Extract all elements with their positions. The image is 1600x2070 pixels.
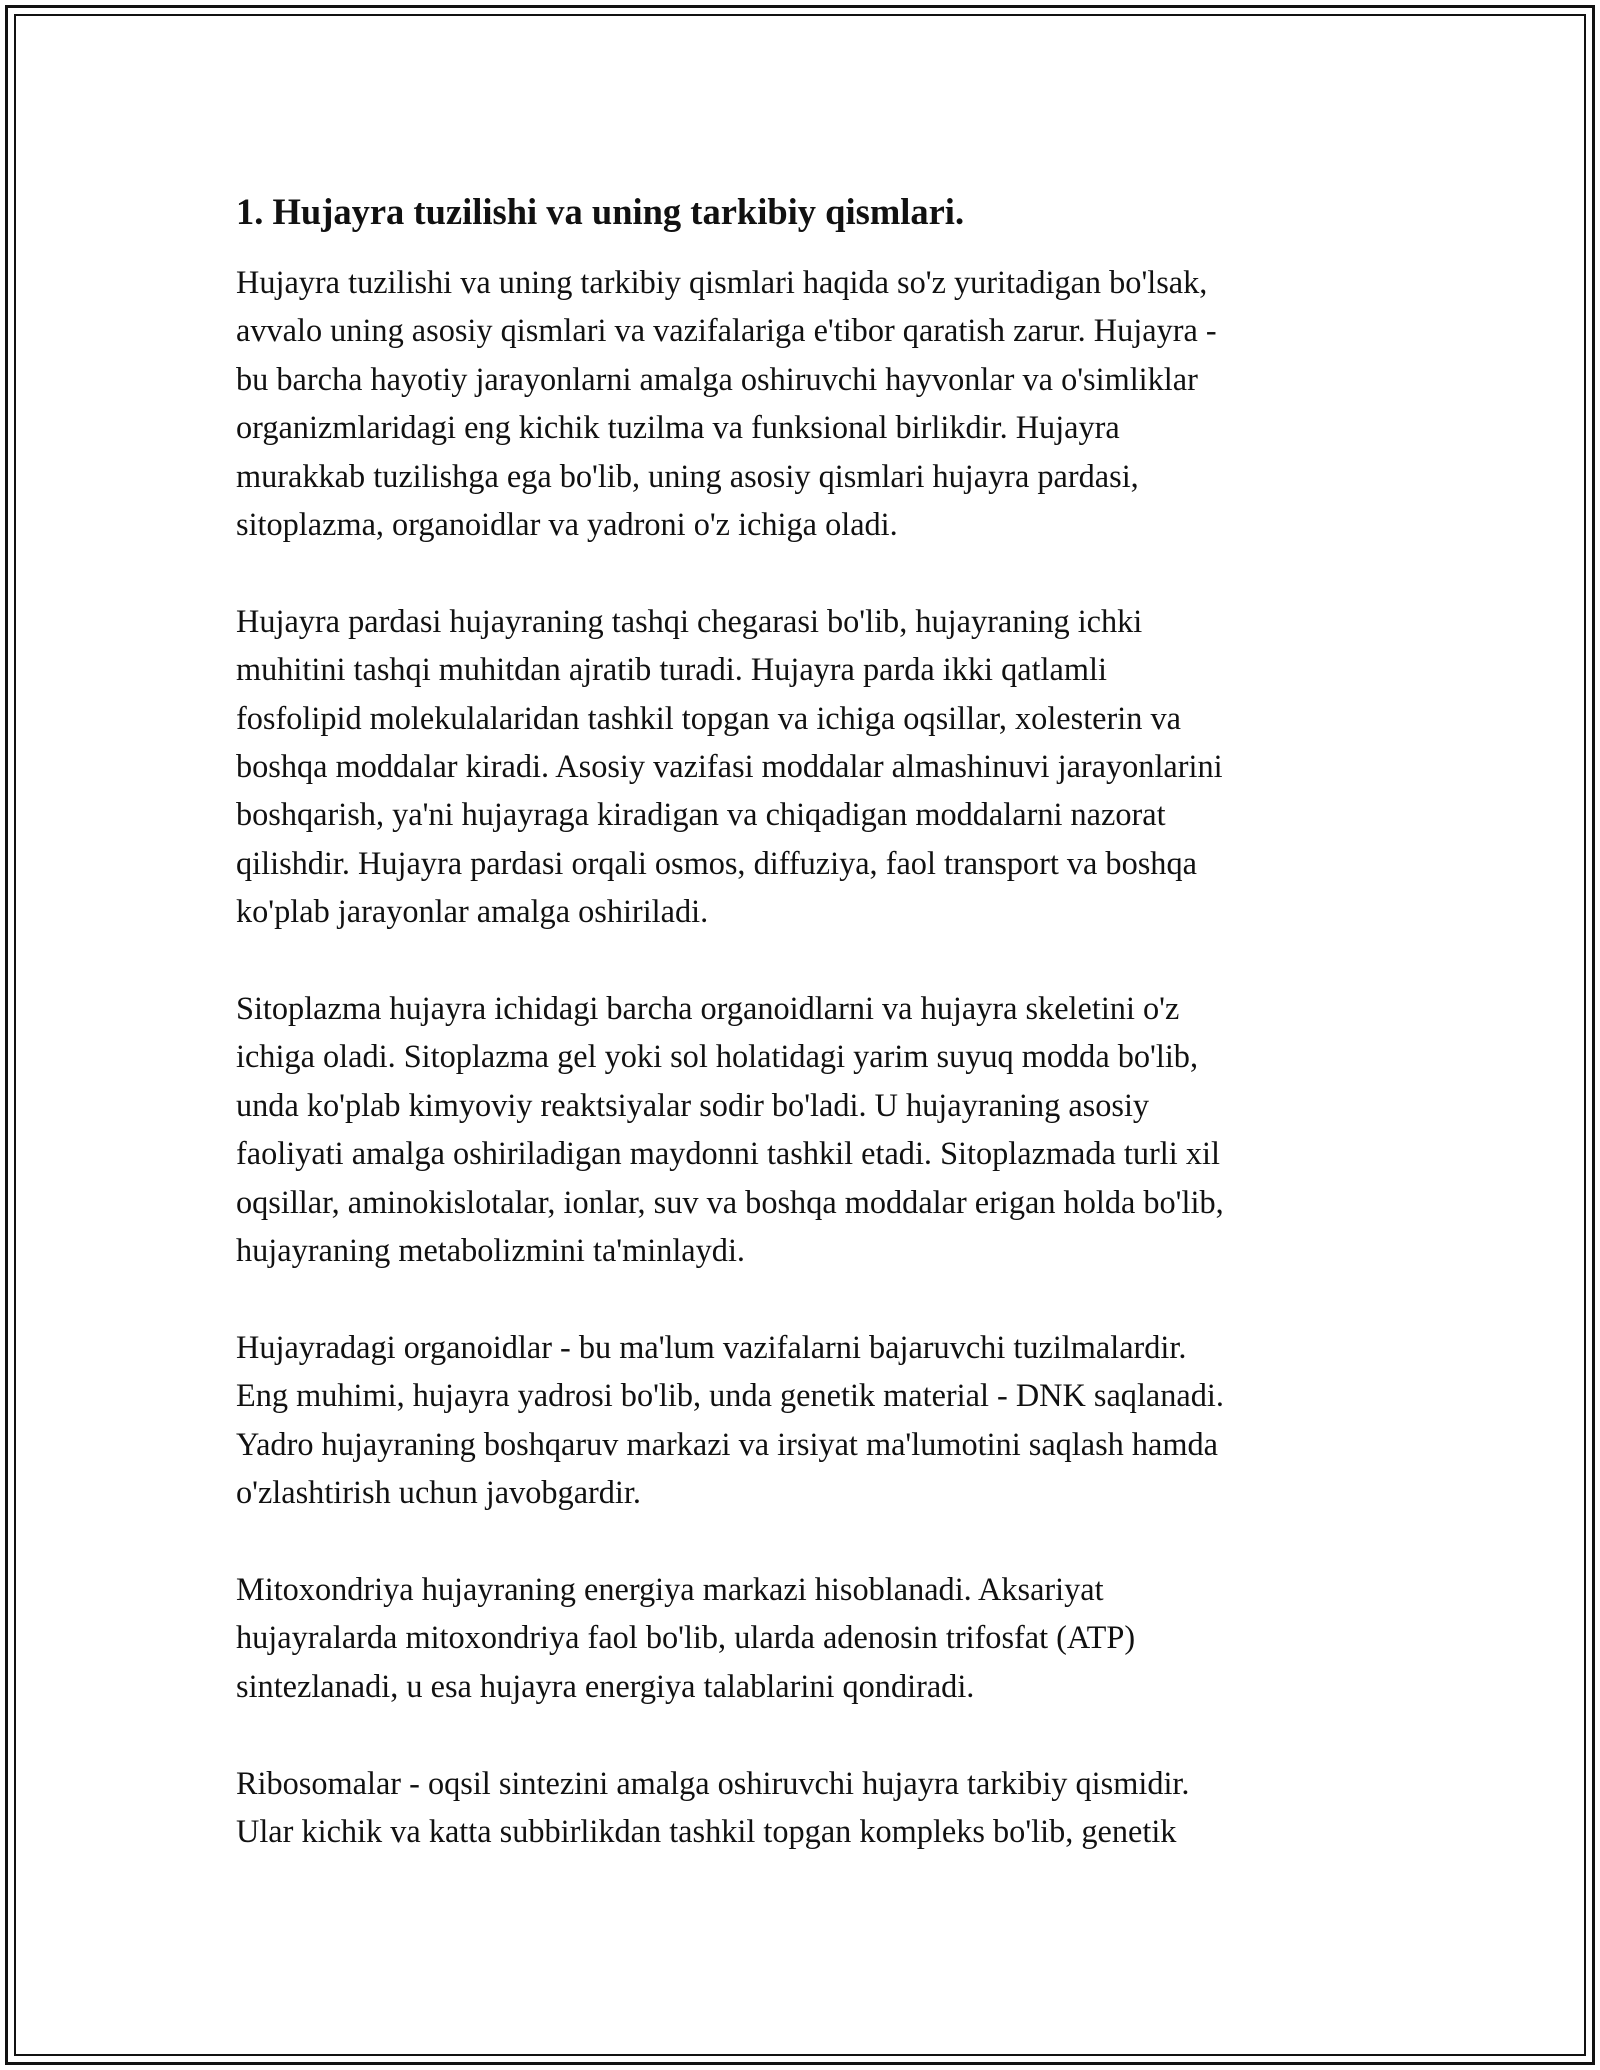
text-line: qilishdir. Hujayra pardasi orqali osmos, diffuziya, faol transport va boshqa	[236, 844, 1197, 881]
text-line: avvalo uning asosiy qismlari va vazifalariga e'tibor qaratish zarur. Hujayra -	[236, 312, 1217, 349]
text-line: o'zlashtirish uchun javobgardir.	[236, 1474, 641, 1511]
text-line: Hujayra pardasi hujayraning tashqi chegarasi bo'lib, hujayraning ichki	[236, 602, 1143, 639]
text-line: Eng muhimi, hujayra yadrosi bo'lib, unda genetik material - DNK saqlanadi.	[236, 1377, 1224, 1414]
text-line: oqsillar, aminokislotalar, ionlar, suv va boshqa moddalar erigan holda bo'lib,	[236, 1183, 1224, 1220]
text-line: Mitoxondriya hujayraning energiya markazi hisoblanadi. Aksariyat	[236, 1570, 1104, 1607]
text-line: ichiga oladi. Sitoplazma gel yoki sol holatidagi yarim suyuq modda bo'lib,	[236, 1038, 1199, 1075]
text-line: Hujayra tuzilishi va uning tarkibiy qismlari haqida so'z yuritadigan bo'lsak,	[236, 264, 1208, 300]
paragraph-sitoplazma	[236, 984, 1376, 1274]
text-line: Yadro hujayraning boshqaruv markazi va irsiyat ma'lumotini saqlash hamda	[236, 1425, 1218, 1462]
paragraph-ribosomalar	[236, 1759, 1376, 1856]
text-line: hujayralarda mitoxondriya faol bo'lib, ularda adenosin trifosfat (ATP)	[236, 1619, 1136, 1656]
text-line: fosfolipid molekulalaridan tashkil topgan va ichiga oqsillar, xolesterin va	[236, 699, 1181, 736]
text-line: Ribosomalar - oqsil sintezini amalga oshiruvchi hujayra tarkibiy qismidir.	[236, 1764, 1190, 1801]
text-line: Hujayradagi organoidlar - bu ma'lum vazifalarni bajaruvchi tuzilmalardir.	[236, 1328, 1187, 1365]
text-line: muhitini tashqi muhitdan ajratib turadi. Hujayra parda ikki qatlamli	[236, 651, 1107, 688]
text-line: Sitoplazma hujayra ichidagi barcha organoidlarni va hujayra skeletini o'z	[236, 990, 1180, 1027]
paragraph-hujayra-intro	[236, 258, 1376, 548]
text-line: sintezlanadi, u esa hujayra energiya talablarini qondiradi.	[236, 1667, 975, 1704]
text-line: sitoplazma, organoidlar va yadroni o'z ichiga oladi.	[236, 506, 898, 543]
text-line: faoliyati amalga oshiriladigan maydonni tashkil etadi. Sitoplazmada turli xil	[236, 1135, 1220, 1172]
text-line: Ular kichik va katta subbirlikdan tashkil topgan kompleks bo'lib, genetik	[236, 1812, 1177, 1849]
text-line: organizmlaridagi eng kichik tuzilma va funksional birlikdir. Hujayra	[236, 409, 1120, 446]
paragraph-organoidlar	[236, 1323, 1376, 1517]
document-body	[236, 188, 1376, 1904]
paragraph-hujayra-pardasi	[236, 597, 1376, 936]
text-line: murakkab tuzilishga ega bo'lib, uning asosiy qismlari hujayra pardasi,	[236, 457, 1139, 494]
text-line: unda ko'plab kimyoviy reaktsiyalar sodir bo'ladi. U hujayraning asosiy	[236, 1086, 1150, 1123]
text-line: bu barcha hayotiy jarayonlarni amalga oshiruvchi hayvonlar va o'simliklar	[236, 360, 1198, 397]
text-line: hujayraning metabolizmini ta'minlaydi.	[236, 1232, 745, 1269]
text-line: ko'plab jarayonlar amalga oshiriladi.	[236, 893, 709, 930]
paragraph-mitoxondriya	[236, 1565, 1376, 1710]
text-line: boshqa moddalar kiradi. Asosiy vazifasi moddalar almashinuvi jarayonlarini	[236, 748, 1223, 785]
text-line: boshqarish, ya'ni hujayraga kiradigan va chiqadigan moddalarni nazorat	[236, 796, 1166, 833]
section-heading: 1. Hujayra tuzilishi va uning tarkibiy qismlari.	[236, 191, 965, 232]
